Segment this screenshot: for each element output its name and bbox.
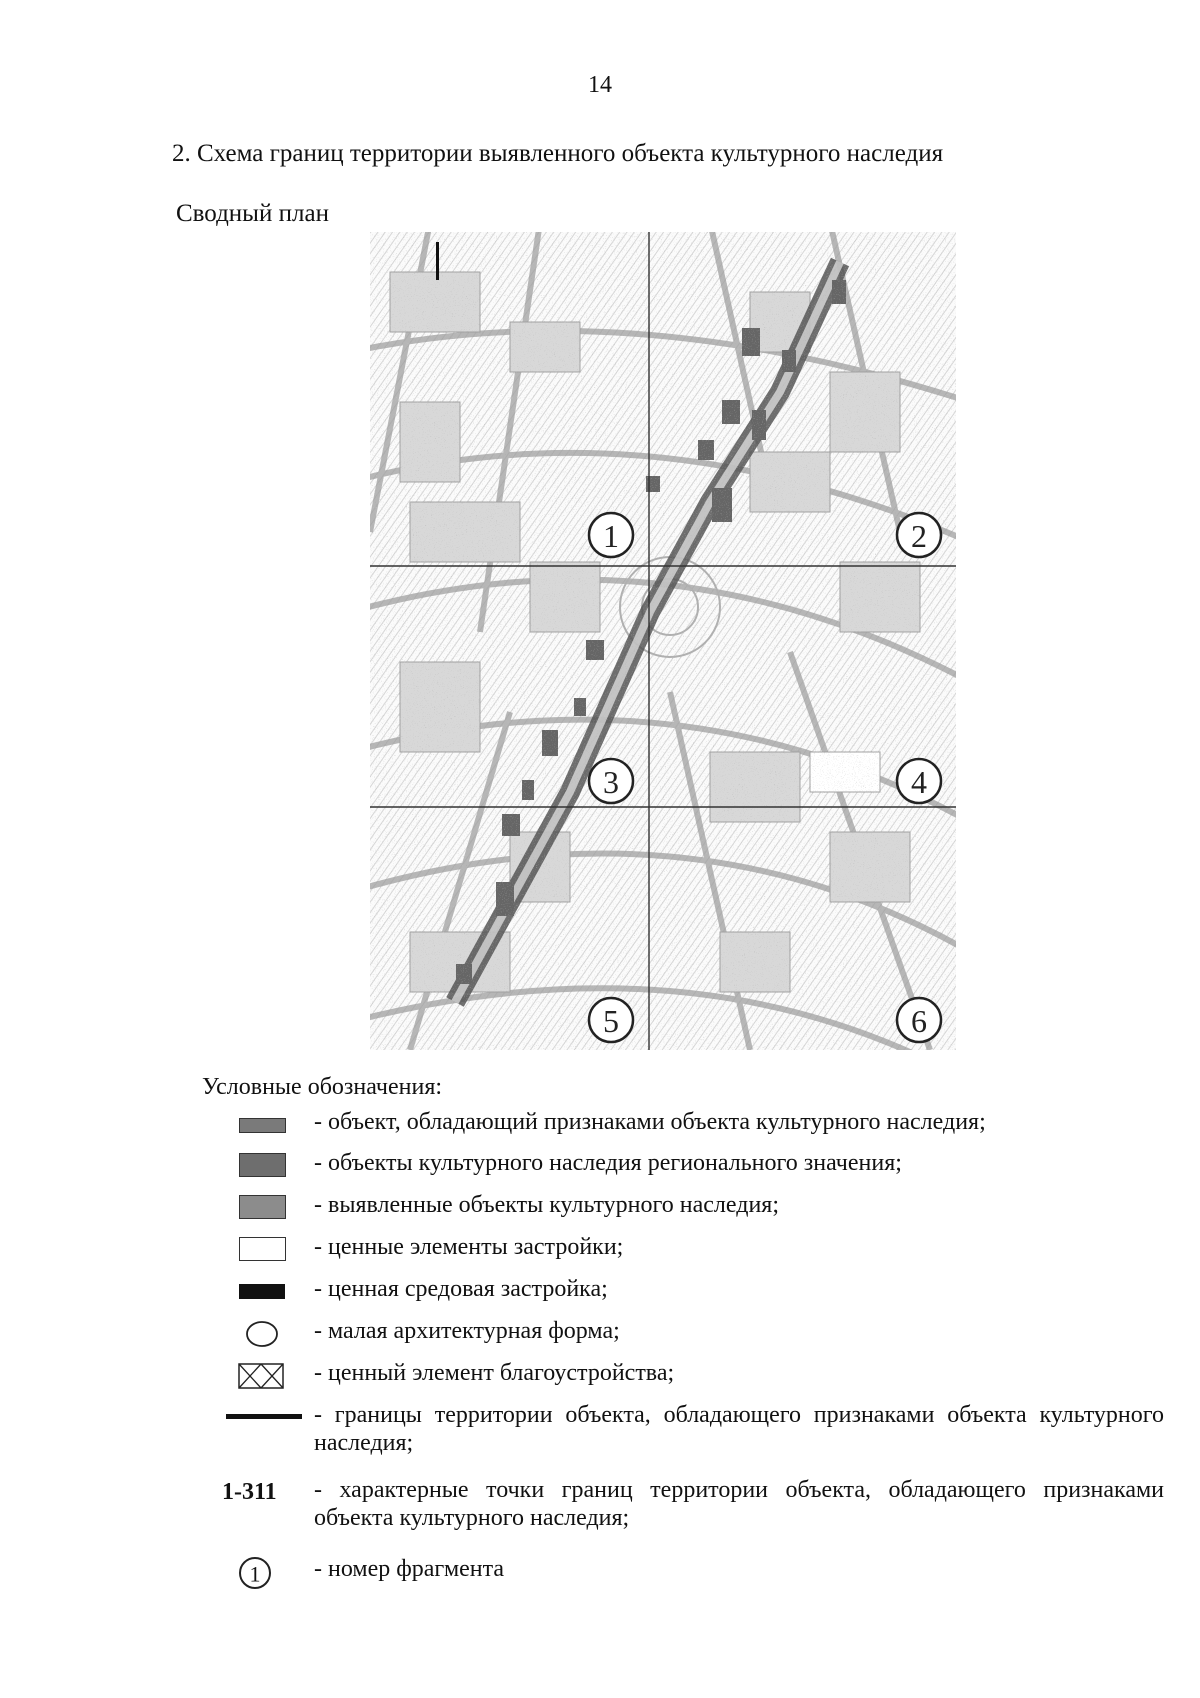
fragment-marker-2[interactable] — [897, 513, 941, 557]
legend-item — [222, 1555, 1164, 1589]
object-with-heritage-features-swatch — [222, 1110, 302, 1136]
fragment-label: 3 — [603, 764, 619, 800]
fragment-label: 1 — [603, 518, 619, 554]
small-architectural-form-icon — [222, 1319, 302, 1345]
fragment-marker-4[interactable] — [897, 759, 941, 803]
fragment-number-sample: 1 — [249, 1561, 261, 1587]
boundary-line — [222, 1403, 302, 1429]
legend-item-text: - границы территории объекта, обладающего признаками объекта культурного наследия; — [314, 1402, 1164, 1456]
point-code: 1-311 — [222, 1479, 277, 1505]
legend-item — [222, 1359, 1164, 1389]
fragment-number-icon — [222, 1557, 302, 1591]
legend-item — [222, 1401, 1164, 1459]
identified-heritage-swatch — [222, 1193, 302, 1219]
summary-plan-map[interactable] — [370, 232, 956, 1050]
fragment-label: 6 — [911, 1003, 927, 1039]
valuable-elements-swatch — [222, 1235, 302, 1261]
legend-item — [222, 1233, 1164, 1263]
section-heading: 2. Схема границ территории выявленного объекта культурного наследия — [172, 140, 944, 167]
legend-item — [222, 1275, 1164, 1305]
legend-item — [222, 1108, 1164, 1138]
legend-item-text: - характерные точки границ территории объекта, обладающего признаками объекта культурного наследия; — [314, 1477, 1164, 1531]
fragment-marker-6[interactable] — [897, 998, 941, 1042]
north-arrow — [436, 242, 439, 280]
regional-heritage-swatch — [222, 1151, 302, 1177]
legend-title: Условные обозначения: — [202, 1074, 443, 1100]
legend-item — [222, 1191, 1164, 1221]
legend-item-text: - выявленные объекты культурного наследия; — [314, 1192, 779, 1218]
legend-item-text: - ценные элементы застройки; — [314, 1234, 624, 1260]
fragment-marker-5[interactable] — [589, 998, 633, 1042]
fragment-label: 5 — [603, 1003, 619, 1039]
legend-item-text: - объекты культурного наследия регионального значения; — [314, 1150, 902, 1176]
valuable-environmental-swatch — [222, 1277, 302, 1303]
legend-item — [222, 1476, 1164, 1534]
legend-item-text: - малая архитектурная форма; — [314, 1318, 620, 1344]
fragment-label: 2 — [911, 518, 927, 554]
landscaping-element-icon — [222, 1361, 302, 1387]
legend-item-text: - ценная средовая застройка; — [314, 1276, 608, 1302]
legend-item-text: - ценный элемент благоустройства; — [314, 1360, 675, 1386]
fragment-label: 4 — [911, 764, 927, 800]
fragment-marker-1[interactable] — [589, 513, 633, 557]
legend-item-text: - объект, обладающий признаками объекта культурного наследия; — [314, 1109, 986, 1135]
plan-title: Сводный план — [176, 200, 329, 227]
legend-item — [222, 1317, 1164, 1347]
legend-item — [222, 1149, 1164, 1179]
page-number: 14 — [588, 72, 612, 98]
point-code-symbol — [222, 1478, 302, 1506]
fragment-marker-3[interactable] — [589, 759, 633, 803]
legend-item-text: - номер фрагмента — [314, 1556, 505, 1582]
